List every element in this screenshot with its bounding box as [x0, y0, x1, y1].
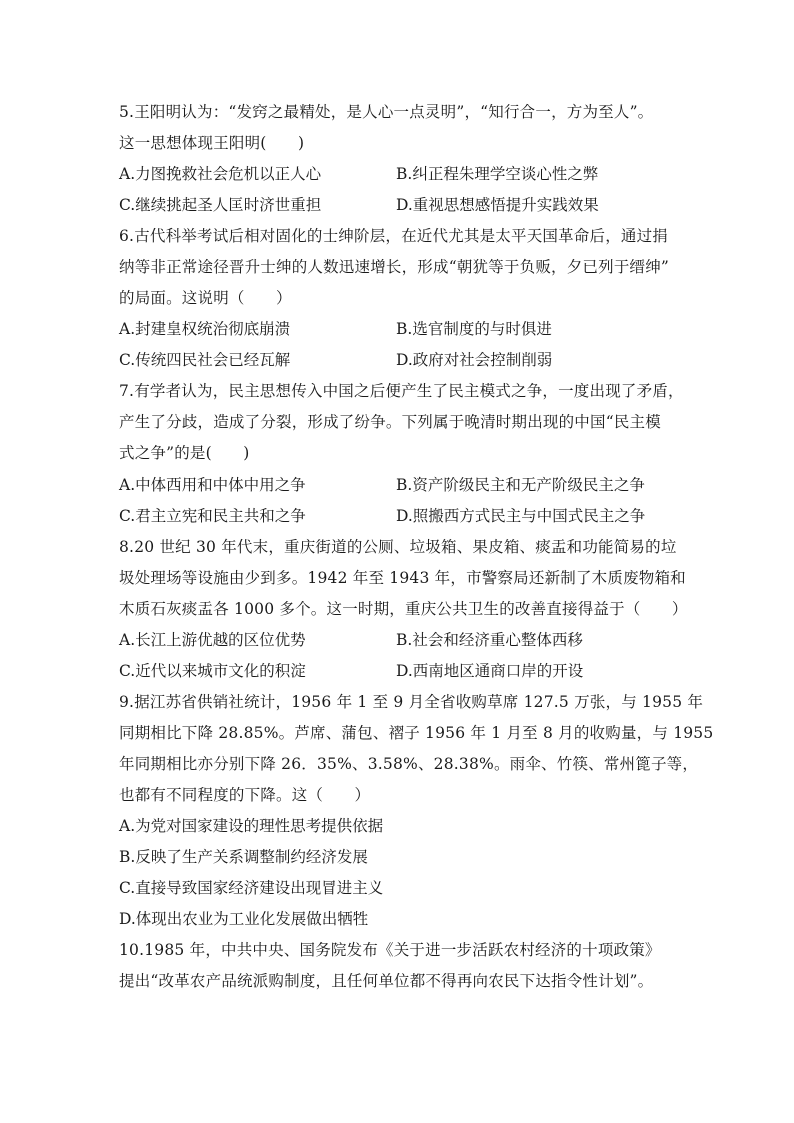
question-8-option-a[interactable]: A.长江上游优越的区位优势 — [119, 631, 306, 649]
question-6-option-b[interactable]: B.选官制度的与时俱进 — [396, 320, 552, 338]
question-9-option-d[interactable]: D.体现出农业为工业化发展做出牺牲 — [119, 910, 369, 928]
question-5-option-d[interactable]: D.重视思想感悟提升实践效果 — [396, 196, 599, 214]
question-7-option-b[interactable]: B.资产阶级民主和无产阶级民主之争 — [396, 476, 645, 494]
question-8-option-b[interactable]: B.社会和经济重心整体西移 — [396, 631, 583, 649]
question-6-stem-line-3: 的局面。这说明（ ） — [119, 289, 292, 307]
question-6-option-d[interactable]: D.政府对社会控制削弱 — [396, 351, 553, 369]
question-5-option-b[interactable]: B.纠正程朱理学空谈心性之弊 — [396, 165, 599, 183]
question-5-stem-line-2: 这一思想体现王阳明( ) — [119, 134, 305, 152]
question-7-option-a[interactable]: A.中体西用和中体中用之争 — [119, 476, 306, 494]
question-9-stem-line-1: 9.据江苏省供销社统计，1956 年 1 至 9 月全省收购草席 127.5 万张，与 1955 年 — [119, 693, 704, 711]
question-6-stem-line-2: 纳等非正常途径晋升士绅的人数迅速增长，形成“朝犹等于负贩，夕已列于缙绅” — [119, 258, 670, 276]
question-8-option-c[interactable]: C.近代以来城市文化的积淀 — [119, 662, 306, 680]
question-6-option-a[interactable]: A.封建皇权统治彻底崩溃 — [119, 320, 291, 338]
question-9-option-b[interactable]: B.反映了生产关系调整制约经济发展 — [119, 848, 368, 866]
question-7-stem-line-2: 产生了分歧，造成了分裂，形成了纷争。下列属于晚清时期出现的中国“民主模 — [119, 413, 661, 431]
question-6-option-c[interactable]: C.传统四民社会已经瓦解 — [119, 351, 291, 369]
question-7-option-d[interactable]: D.照搬西方式民主与中国式民主之争 — [396, 507, 646, 525]
question-8-stem-line-3: 木质石灰痰盂各 1000 多个。这一时期，重庆公共卫生的改善直接得益于（ ） — [119, 600, 688, 618]
question-8-stem-line-2: 圾处理场等设施由少到多。1942 年至 1943 年，市警察局还新制了木质废物箱和 — [119, 569, 686, 587]
question-5-option-a[interactable]: A.力图挽救社会危机以正人心 — [119, 165, 322, 183]
question-9-stem-line-3: 年同期相比亦分别下降 26．35%、3.58%、28.38%。雨伞、竹筷、常州篦子等， — [119, 755, 699, 773]
question-7-stem-line-1: 7.有学者认为，民主思想传入中国之后便产生了民主模式之争，一度出现了矛盾， — [119, 382, 684, 400]
question-10-stem-line-1: 10.1985 年，中共中央、国务院发布《关于进一步活跃农村经济的十项政策》 — [119, 941, 661, 959]
question-7-option-c[interactable]: C.君主立宪和民主共和之争 — [119, 507, 306, 525]
question-9-option-a[interactable]: A.为党对国家建设的理性思考提供依据 — [119, 817, 384, 835]
question-10-stem-line-2: 提出“改革农产品统派购制度，且任何单位都不得再向农民下达指令性计划”。 — [119, 972, 654, 990]
question-8-stem-line-1: 8.20 世纪 30 年代末，重庆街道的公厕、垃圾箱、果皮箱、痰盂和功能简易的垃 — [119, 538, 677, 556]
question-9-stem-line-2: 同期相比下降 28.85%。芦席、蒲包、褶子 1956 年 1 月至 8 月的收购量，与 1955 — [119, 724, 714, 742]
question-8-option-d[interactable]: D.西南地区通商口岸的开设 — [396, 662, 584, 680]
question-6-stem-line-1: 6.古代科举考试后相对固化的士绅阶层，在近代尤其是太平天国革命后，通过捐 — [119, 227, 668, 245]
question-5-stem-line-1: 5.王阳明认为：“发窍之最精处，是人心一点灵明”，“知行合一，方为至人”。 — [119, 103, 654, 121]
question-5-option-c[interactable]: C.继续挑起圣人匡时济世重担 — [119, 196, 322, 214]
question-7-stem-line-3: 式之争”的是( ) — [119, 444, 250, 462]
question-9-option-c[interactable]: C.直接导致国家经济建设出现冒进主义 — [119, 879, 384, 897]
question-9-stem-line-4: 也都有不同程度的下降。这（ ） — [119, 786, 371, 804]
